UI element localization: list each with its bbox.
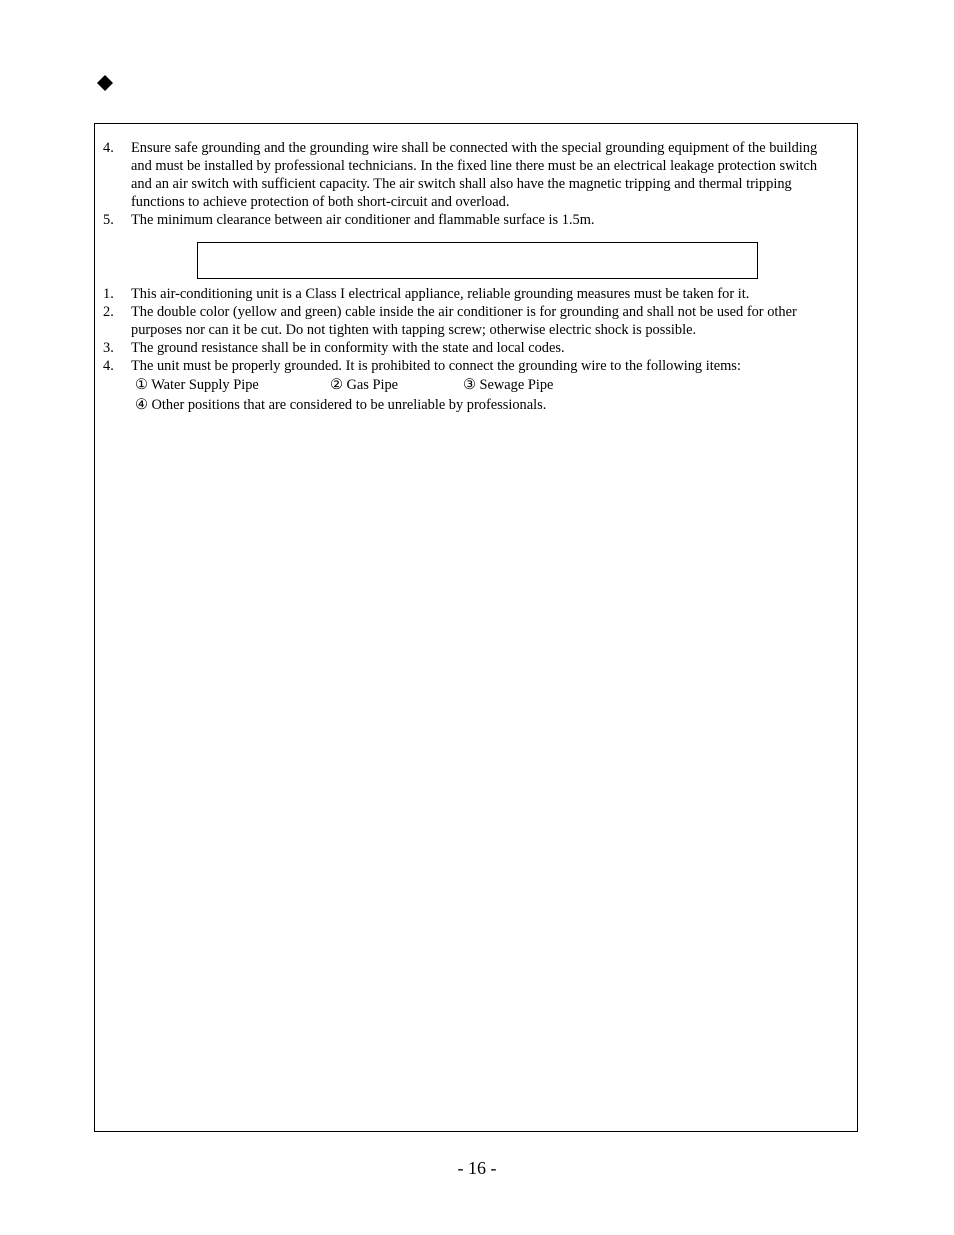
requirements-list-continued xyxy=(103,139,837,229)
item-number: 4. xyxy=(103,358,114,374)
list-item xyxy=(103,211,837,229)
item-text: The minimum clearance between air conditioner and flammable surface is 1.5m. xyxy=(131,212,595,228)
option-other-positions: ④ Other positions that are considered to be unreliable by professionals. xyxy=(135,397,547,413)
item-text: Ensure safe grounding and the grounding wire shall be connected with the special grounding equipment of the building and must be installed by professional technicians. In the fixed line there must be an electrical leakage protection switch and an air switch with sufficient capacity. The air switch shall also have the magnetic tripping and thermal tripping functions to achieve protection of both short-circuit and overload. xyxy=(131,140,818,210)
content-frame xyxy=(94,123,858,1132)
item-text: This air-conditioning unit is a Class I electrical appliance, reliable grounding measures must be taken for it. xyxy=(131,286,750,302)
item-number: 4. xyxy=(103,140,114,156)
item-text: The ground resistance shall be in conformity with the state and local codes. xyxy=(131,340,565,356)
prohibited-items-row xyxy=(103,395,837,415)
prohibited-items-row xyxy=(103,375,837,395)
option-sewage-pipe: ③ Sewage Pipe xyxy=(463,377,554,393)
option-water-supply-pipe: ① Water Supply Pipe xyxy=(135,377,259,393)
item-number: 3. xyxy=(103,340,114,356)
option-gas-pipe: ② Gas Pipe xyxy=(330,377,399,393)
item-text: The double color (yellow and green) cable inside the air conditioner is for grounding and shall not be used for other purposes nor can it be cut. Do not tighten with tapping screw; otherwise electric shock is possible. xyxy=(131,304,797,338)
item-number: 2. xyxy=(103,304,114,320)
list-item xyxy=(103,339,837,357)
item-number: 1. xyxy=(103,286,114,302)
grounding-heading-box xyxy=(197,242,758,279)
list-item xyxy=(103,139,837,211)
item-number: 5. xyxy=(103,212,114,228)
diamond-bullet-icon xyxy=(96,74,114,92)
list-item xyxy=(103,357,837,375)
page-number: - 16 - xyxy=(457,1158,497,1178)
item-text: The unit must be properly grounded. It is prohibited to connect the grounding wire to the following items: xyxy=(131,358,741,374)
list-item xyxy=(103,303,837,339)
list-item xyxy=(103,285,837,303)
grounding-requirements-list xyxy=(103,285,837,415)
